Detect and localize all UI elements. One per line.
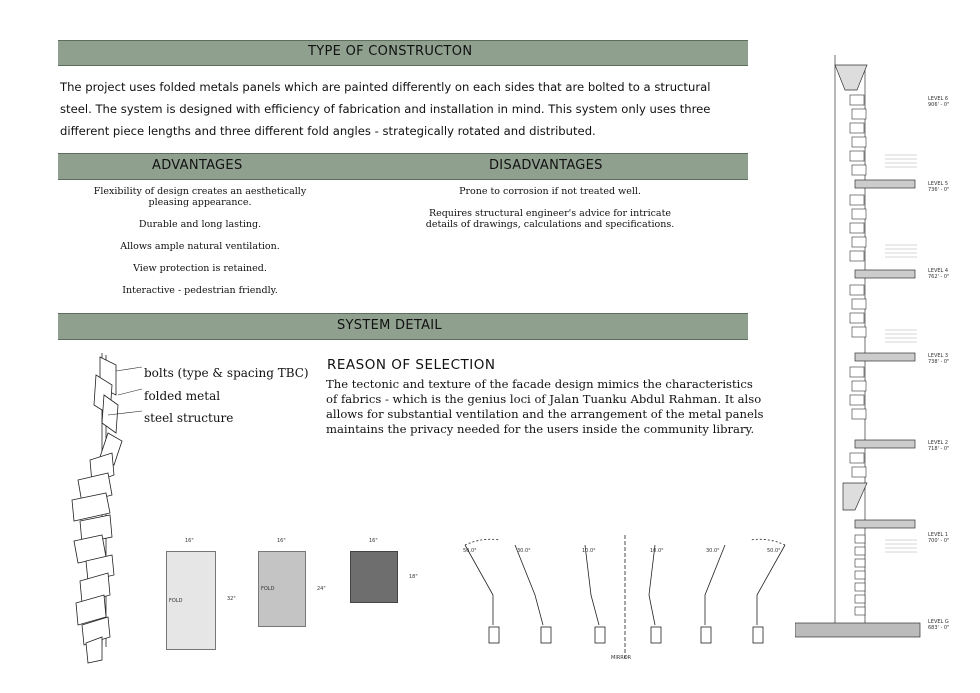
panel-width-label: 16": [369, 538, 378, 544]
panel-long: [166, 538, 236, 650]
disadvantage-item: Prone to corrosion if not treated well.: [459, 186, 641, 197]
fold-angle-label: 30.0°: [517, 548, 531, 554]
intro-line-1: The project uses folded metals panels which are painted differently on each sides that are bolted to a structural: [60, 80, 711, 94]
advantage-item: Allows ample natural ventilation.: [120, 241, 280, 252]
callout-steel-structure: steel structure: [144, 411, 234, 425]
panel-fold-label: FOLD: [261, 586, 275, 592]
disadvantages-list: [425, 186, 675, 241]
fold-angle-label: 10.0°: [582, 548, 596, 554]
reason-heading: REASON OF SELECTION: [327, 357, 496, 373]
facade-axonometric-drawing: [60, 345, 150, 665]
panel-fold-label: FOLD: [169, 598, 183, 604]
level-label: LEVEL 1: [928, 532, 949, 538]
fold-angle-label: 30.0°: [706, 548, 720, 554]
disadvantages-title: DISADVANTAGES: [489, 158, 603, 173]
callout-bolts: bolts (type & spacing TBC): [144, 366, 309, 380]
advantages-list: [75, 186, 325, 307]
panel-short: [350, 538, 418, 603]
level-elevation: 906' - 0": [928, 102, 950, 108]
panel-height-label: 24": [317, 586, 326, 592]
level-label: LEVEL 5: [928, 181, 949, 187]
intro-line-2: steel. The system is designed with efficiency of fabrication and installation in mind. This system only uses three: [60, 102, 711, 116]
level-elevation: 762' - 0": [928, 274, 950, 280]
level-elevation: 718' - 0": [928, 446, 950, 452]
construction-title: TYPE OF CONSTRUCTON: [308, 44, 473, 59]
level-elevation: 736' - 0": [928, 187, 950, 193]
callout-folded-metal: folded metal: [144, 388, 221, 403]
reason-text: The tectonic and texture of the facade design mimics the characteristics of fabrics - which is the genius loci of Jalan Tuanku Abdul Rahman. It also allows for substantial ventilation and the arrangement of the metal panels maintains the privacy needed for the users inside the community library.: [326, 377, 764, 436]
level-label: LEVEL G: [928, 619, 949, 625]
fold-angle-label: 50.0°: [463, 548, 477, 554]
level-elevation: 738' - 0": [928, 359, 950, 365]
panel-height-label: 32": [227, 596, 236, 602]
disadvantage-item: Requires structural engineer's advice for intricate details of drawings, calculations and specifications.: [425, 208, 675, 230]
level-elevation: 683' - 0": [928, 625, 950, 631]
advantages-title: ADVANTAGES: [152, 158, 243, 173]
mirror-label: MIRROR: [611, 655, 632, 661]
advantage-item: View protection is retained.: [133, 263, 267, 274]
fold-angle-diagrams: [455, 535, 805, 665]
intro-line-3: different piece lengths and three different fold angles - strategically rotated and distributed.: [60, 124, 596, 138]
fold-angle-label: 10.0°: [650, 548, 664, 554]
level-elevation: 700' - 0": [928, 538, 950, 544]
advantage-item: Interactive - pedestrian friendly.: [122, 285, 278, 296]
level-label: LEVEL 6: [928, 96, 949, 102]
panel-medium: [258, 538, 326, 627]
level-label: LEVEL 4: [928, 268, 949, 274]
fold-angle-label: 50.0°: [767, 548, 781, 554]
building-section-drawing: [795, 45, 925, 640]
panel-width-label: 16": [277, 538, 286, 544]
level-label: LEVEL 3: [928, 353, 949, 359]
panel-height-label: 18": [409, 574, 418, 580]
intro-paragraph: [60, 76, 750, 142]
advantage-item: Durable and long lasting.: [138, 219, 262, 230]
detail-callouts: [144, 362, 309, 430]
system-title: SYSTEM DETAIL: [337, 318, 442, 333]
level-label: LEVEL 2: [928, 440, 949, 446]
advantage-item: Flexibility of design creates an aesthetically pleasing appearance.: [93, 186, 307, 208]
panel-width-label: 16": [185, 538, 194, 544]
